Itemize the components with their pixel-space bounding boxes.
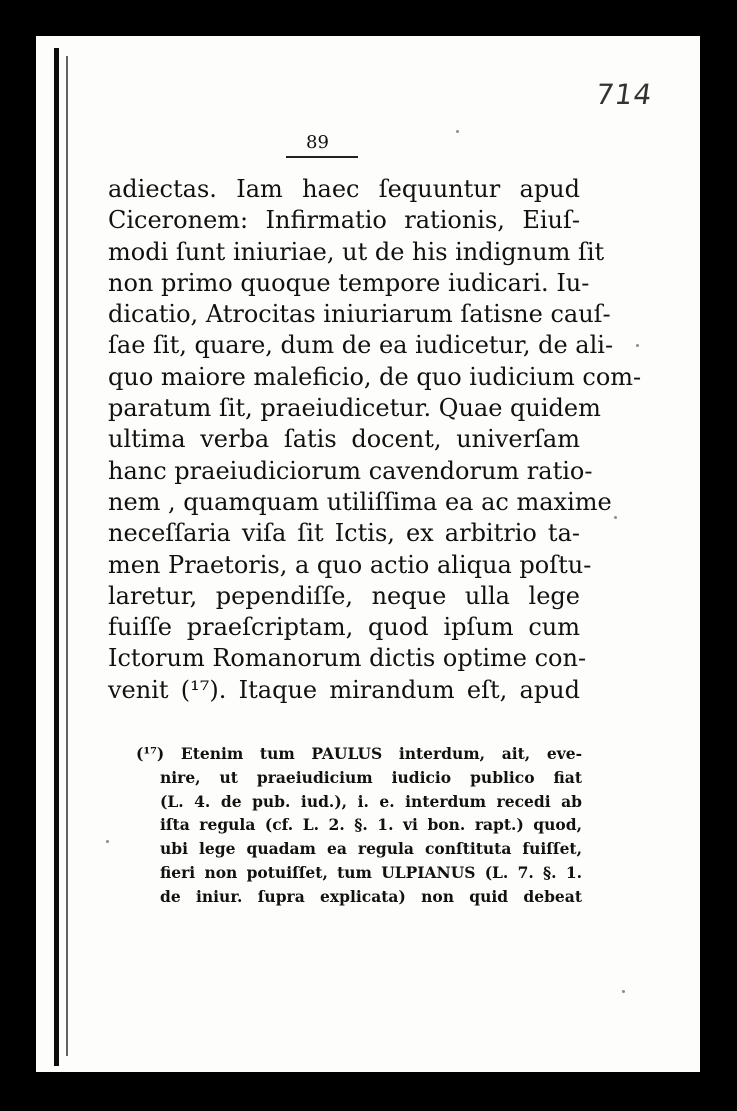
page-number: 89 (306, 132, 329, 153)
footnote-line: iſta regula (cf. L. 2. §. 1. vi bon. rapt.) quod, (160, 815, 582, 835)
body-line: non primo quoque tempore iudicari. Iu- (108, 268, 590, 297)
body-line: quo maiore maleficio, de quo iudicium com- (108, 362, 642, 391)
paper-speck (636, 344, 639, 347)
footnote-line: fieri non potuiſſet, tum ULPIANUS (L. 7. §. 1. (160, 862, 582, 882)
body-line: ultima verba ſatis docent, univerſam (108, 425, 580, 454)
body-line: modi ſunt iniuriae, ut de his indignum ſit (108, 237, 605, 266)
body-line: nem , quamquam utiliſſima ea ac maxime (108, 487, 612, 516)
body-line: ſae ſit, quare, dum de ea iudicetur, de ali- (108, 331, 614, 360)
footnote-line: (¹⁷) Etenim tum PAULUS interdum, ait, eve- (136, 744, 582, 763)
footnote-line: nire, ut praeiudicium iudicio publico fiat (160, 767, 582, 787)
body-line: Ciceronem: Infirmatio rationis, Eiuſ- (108, 206, 580, 235)
paper-speck (106, 840, 109, 843)
footnote-line: ubi lege quadam ea regula conſtituta fuiſſet, (160, 839, 582, 859)
body-line: Ictorum Romanorum dictis optime con- (108, 644, 587, 673)
body-line: men Praetoris, a quo actio aliqua poſtu- (108, 550, 592, 579)
body-line: dicatio, Atrocitas iniuriarum ſatisne cauſ- (108, 300, 611, 329)
body-line: hanc praeiudiciorum cavendorum ratio- (108, 456, 593, 485)
paper-speck (456, 130, 459, 133)
binding-gutter (54, 48, 59, 1066)
body-line: neceſſaria viſa ſit Ictis, ex arbitrio ta- (108, 519, 580, 548)
paper-speck (622, 990, 625, 993)
footnote-line: (L. 4. de pub. iud.), i. e. interdum recedi ab (160, 791, 582, 811)
paper-speck (614, 516, 617, 519)
body-line: venit (¹⁷). Itaque mirandum eſt, apud (108, 675, 580, 704)
page-number-rule (286, 156, 358, 158)
body-text (108, 174, 642, 706)
archive-handwritten-number: 714 (593, 78, 655, 111)
body-line: paratum ſit, praeiudicetur. Quae quidem (108, 394, 601, 423)
body-line: laretur, pependiſſe, neque ulla lege (108, 581, 580, 610)
body-line: fuiſſe praeſcriptam, quod ipſum cum (108, 613, 580, 642)
document-page (36, 36, 700, 1072)
binding-shadow (66, 56, 68, 1056)
footnote-line: de iniur. ſupra explicata) non quid debeat (160, 886, 582, 906)
body-line: adiectas. Iam haec ſequuntur apud (108, 175, 580, 203)
footnote-block (136, 742, 582, 909)
